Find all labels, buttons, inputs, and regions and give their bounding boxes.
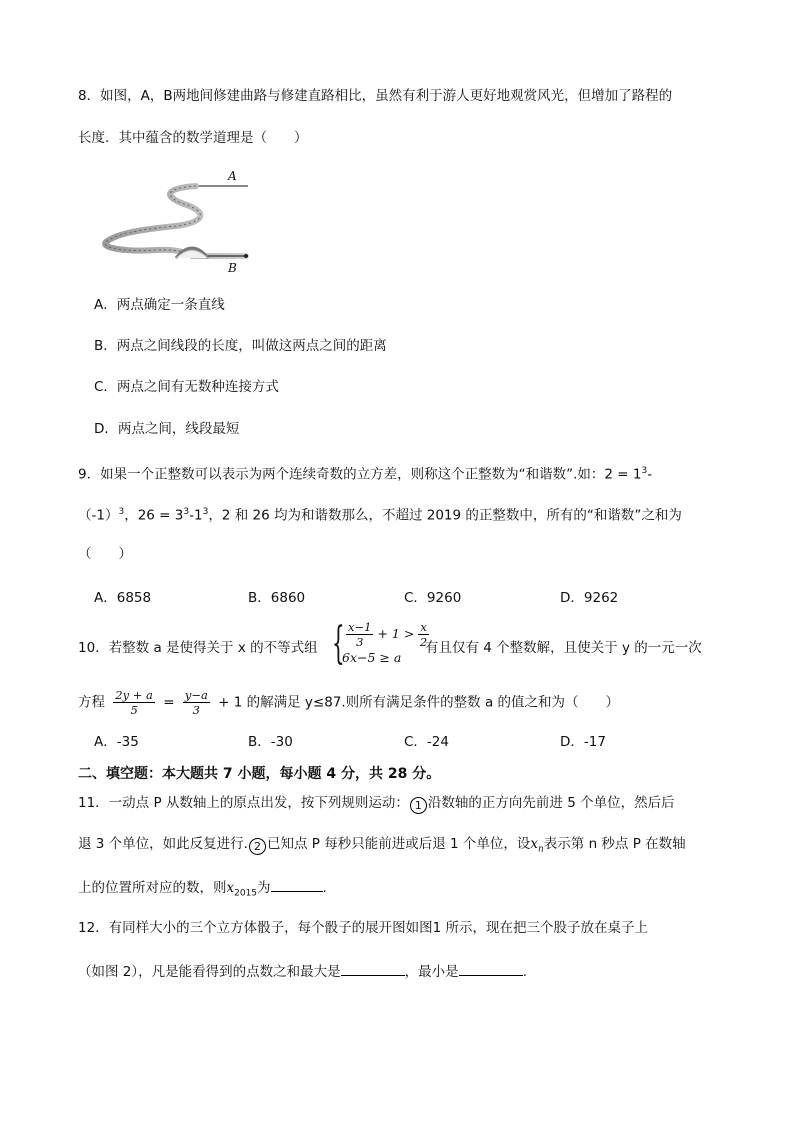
q11-circle-1: 1 (410, 797, 427, 814)
q10-line2-pre: 方程 (78, 694, 105, 711)
q9-line2-sup3: 3 (202, 507, 209, 517)
q8-option-a: A．两点确定一条直线 (94, 297, 225, 313)
q10-r1-den1: 3 (356, 635, 364, 649)
q11-line2-post: 表示第 n 秒点 P 在数轴 (543, 836, 686, 852)
q9-line2-d: ，2 和 26 均为和谐数那么，不超过 2019 的正整数中，所有的“和谐数”之和为 (208, 507, 682, 524)
q9-option-b: B．6860 (248, 590, 306, 606)
q8-figure-label-a: A (228, 169, 237, 183)
q12-max-answer-blank[interactable] (341, 960, 405, 976)
q11-line1-post: 沿数轴的正方向先前进 5 个单位，然后后 (427, 795, 675, 811)
q10-system-brace: { (332, 618, 345, 669)
q9-text-line2 (78, 502, 682, 526)
q10-r1-den2: 2 (419, 635, 428, 649)
q10-r1-mid: + 1 > (377, 626, 415, 641)
q11-line3-post: 为 (257, 880, 271, 896)
q8-text-line2: 长度．其中蕴含的数学道理是（ ） (78, 130, 308, 146)
q11-line3-end: . (322, 880, 327, 896)
q10-eq-num2: y−a (184, 688, 208, 702)
q9-line2-b: ，26 = 3 (124, 507, 184, 524)
q10-text-line2 (78, 688, 619, 717)
q10-option-c: C．-24 (404, 734, 449, 750)
q11-text-line2 (78, 834, 686, 860)
q9-text-line3: （ ） (78, 546, 132, 562)
q11-text-line3 (78, 876, 327, 904)
q10-text-line1-post: 有且仅有 4 个整数解，且使关于 y 的一元一次 (425, 640, 702, 656)
q10-eq-equals: = (163, 694, 175, 711)
q8-text-line1: 8．如图，A，B两地间修建曲路与修建直路相比，虽然有利于游人更好地观赏风光，但增加了路程的 (78, 88, 673, 104)
q11-sub-2015: 2015 (234, 888, 258, 899)
q8-option-b: B．两点之间线段的长度，叫做这两点之间的距离 (94, 338, 387, 354)
q11-line2-mid: 已知点 P 每秒只能前进或后退 1 个单位，设 (266, 836, 531, 852)
q10-option-b: B．-30 (248, 734, 293, 750)
q9-line2-c: -1 (189, 507, 203, 524)
q10-r1-num1: x−1 (348, 620, 372, 634)
q10-r1-num2: x (420, 620, 427, 634)
q9-line2-sup1: 3 (118, 507, 125, 517)
q11-line2-pre: 退 3 个单位，如此反复进行. (78, 836, 248, 852)
q9-option-a: A．6858 (94, 590, 152, 606)
q8-road-figure (96, 166, 256, 278)
q10-eq-den2: 3 (192, 703, 200, 717)
q10-option-d: D．-17 (560, 734, 606, 750)
q12-line2-mid: ，最小是 (404, 964, 459, 980)
q8-option-c: C．两点之间有无数种连接方式 (94, 379, 279, 395)
q11-var-x: x (530, 836, 538, 852)
q9-option-d: D．9262 (560, 590, 619, 606)
q9-line1-pre: 9．如果一个正整数可以表示为两个连续奇数的立方差，则称这个正整数为“和谐数”.如：2 = 1 (78, 466, 642, 483)
q9-text-line1 (78, 461, 652, 485)
q9-line1-sup: 3 (641, 466, 648, 476)
q9-line2-sup2: 3 (183, 507, 190, 517)
q11-sub-n: n (538, 844, 544, 855)
q9-option-c: C．9260 (404, 590, 462, 606)
q12-line2-end: . (522, 964, 527, 980)
q10-system-row1 (342, 620, 433, 649)
q11-text-line1 (78, 793, 675, 814)
q10-eq-den1: 5 (130, 703, 138, 717)
q10-text-line1-pre: 10．若整数 a 是使得关于 x 的不等式组 (78, 640, 318, 656)
q12-text-line2 (78, 960, 527, 982)
q11-var-x2: x (226, 880, 235, 896)
q12-line2-pre: （如图 2），凡是能看得到的点数之和最大是 (78, 964, 341, 980)
q9-line1-post: - (647, 466, 653, 483)
q9-line2-a: （-1） (78, 507, 119, 524)
q10-system-row2: 6x−5 ≥ a (342, 650, 402, 665)
q12-min-answer-blank[interactable] (459, 960, 523, 976)
q10-line2-post: + 1 的解满足 y≤87.则所有满足条件的整数 a 的值之和为（ ） (218, 694, 620, 711)
q11-line3-pre: 上的位置所对应的数，则 (78, 880, 227, 896)
q12-text-line1: 12．有同样大小的三个立方体骰子，每个骰子的展开图如图1 所示，现在把三个股子放在桌子上 (78, 920, 649, 936)
q8-figure-label-b: B (228, 261, 237, 275)
q11-line1-pre: 11．一动点 P 从数轴上的原点出发，按下列规则运动： (78, 795, 409, 811)
q11-circle-2: 2 (249, 838, 266, 855)
q10-eq-num1: 2y + a (115, 688, 153, 702)
q11-answer-blank[interactable] (271, 876, 323, 892)
section-fill-in-heading: 二、填空题：本大题共 7 小题，每小题 4 分，共 28 分。 (78, 766, 441, 782)
q10-option-a: A．-35 (94, 734, 139, 750)
q8-option-d: D．两点之间，线段最短 (94, 421, 240, 437)
